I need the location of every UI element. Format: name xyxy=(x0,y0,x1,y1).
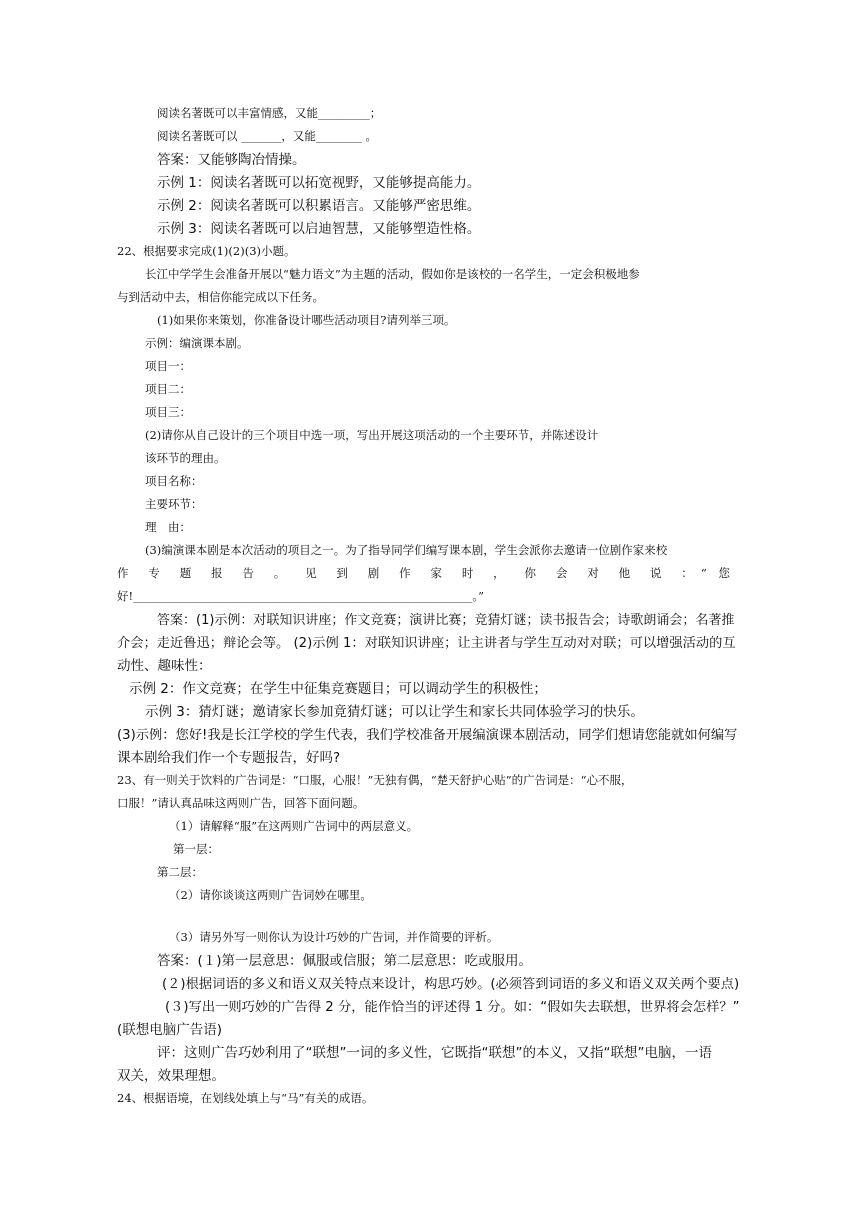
answer-line: 介会；走近鲁迅；辩论会等。 (2)示例 1：对联知识讲座；让主讲者与学生互动对对联；可以增强活动的互 xyxy=(117,636,736,651)
answer-line: (２)根据词语的多义和语义双关特点来设计，构思巧妙。(必须答到词语的多义和语义双关两个要点) xyxy=(162,977,740,992)
text-line: 项目一： xyxy=(145,359,191,373)
text-line: （3）请另外写一则你认为设计巧妙的广告词，并作简要的评析。 xyxy=(169,930,499,944)
answer-line: 答案：(1)示例：对联知识讲座；作文竞赛；演讲比赛；竞猜灯谜；读书报告会；诗歌朗诵会；名著推 xyxy=(157,613,735,628)
answer-line: 动性、趣味性： xyxy=(117,658,212,674)
text-line: 项目名称： xyxy=(145,474,203,488)
text-line: 示例：编演课本剧。 xyxy=(145,336,249,350)
text-line: (2)请你从自己设计的三个项目中选一项，写出开展这项活动的一个主要环节，并陈述设计 xyxy=(145,428,599,442)
text-line: 好!___________________________________________________________。” xyxy=(117,589,485,603)
text-line: 阅读名著既可以 _______，又能________ 。 xyxy=(157,129,378,143)
answer-line: 答案：(１)第一层意思：佩服或信服；第二层意思：吃或服用。 xyxy=(157,953,533,969)
answer-line: (联想电脑广告语) xyxy=(117,1022,223,1038)
answer-line: (３)写出一则巧妙的广告得 2 分，能作恰当的评述得 1 分。如：“假如失去联想，世界将会怎样？” xyxy=(165,1000,740,1015)
text-line: (3)编演课本剧是本次活动的项目之一。为了指导同学们编写课本剧，学生会派你去邀请一位剧作家来校 xyxy=(145,543,668,557)
text-line: 理 由： xyxy=(145,520,191,534)
text-line: （2）请你谈谈这两则广告词妙在哪里。 xyxy=(169,888,372,902)
text-line: 项目三： xyxy=(145,405,191,419)
text-line: 阅读名著既可以丰富情感，又能_________； xyxy=(157,106,382,120)
answer-line: 双关，效果理想。 xyxy=(117,1068,225,1084)
answer-line: 示例 2：作文竞赛；在学生中征集竞赛题目；可以调动学生的积极性； xyxy=(129,681,547,697)
text-line: 示例 3：阅读名著既可以启迪智慧，又能够塑造性格。 xyxy=(157,221,481,237)
text-line: 口服！”请认真品味这两则广告，回答下面问题。 xyxy=(117,796,365,810)
text-line: 项目二： xyxy=(145,382,191,396)
answer-line: 课本剧给我们作一个专题报告，好吗? xyxy=(117,750,341,766)
answer-line: 评：这则广告巧妙利用了“联想”一词的多义性，它既指“联想”的本义，又指“联想”电脑，一语 xyxy=(157,1045,712,1061)
question-heading: 23、有一则关于饮料的广告词是：“口服，心服！”无独有偶，“楚天舒护心贴”的广告词是：“心不服， xyxy=(117,773,633,787)
text-line: 与到活动中去，相信你能完成以下任务。 xyxy=(117,290,324,304)
text-line: 长江中学学生会准备开展以“魅力语文”为主题的活动，假如你是该校的一名学生，一定会积极地参 xyxy=(145,267,640,281)
text-line: 作 专 题 报 告 。 见 到 剧 作 家 时 ， 你 会 对 他 说 ：“ 您 xyxy=(117,566,730,580)
text-line: 主要环节： xyxy=(145,497,203,511)
question-heading: 22、根据要求完成(1)(2)(3)小题。 xyxy=(117,244,296,258)
answer-line: 示例 3：猜灯谜；邀请家长参加竟猜灯谜；可以让学生和家长共同体验学习的快乐。 xyxy=(145,704,644,720)
text-line: (1)如果你来策划，你准备设计哪些活动项目?请列举三项。 xyxy=(157,313,456,327)
text-line: 示例 2：阅读名著既可以积累语言。又能够严密思维。 xyxy=(157,198,481,214)
text-line: 该环节的理由。 xyxy=(145,451,226,465)
text-line: （1）请解释“服”在这两则广告词中的两层意义。 xyxy=(169,819,419,833)
text-line: 示例 1：阅读名著既可以拓宽视野，又能够提高能力。 xyxy=(157,175,481,191)
text-line: 第二层： xyxy=(157,865,203,879)
text-line: 答案：又能够陶冶情操。 xyxy=(157,152,306,168)
question-heading: 24、根据语境，在划线处填上与“马”有关的成语。 xyxy=(117,1091,374,1105)
text-line: 第一层： xyxy=(173,842,219,856)
answer-line: (3)示例：您好!我是长江学校的学生代表，我们学校准备开展编演课本剧活动，同学们想请您能就如何编写 xyxy=(117,728,738,743)
